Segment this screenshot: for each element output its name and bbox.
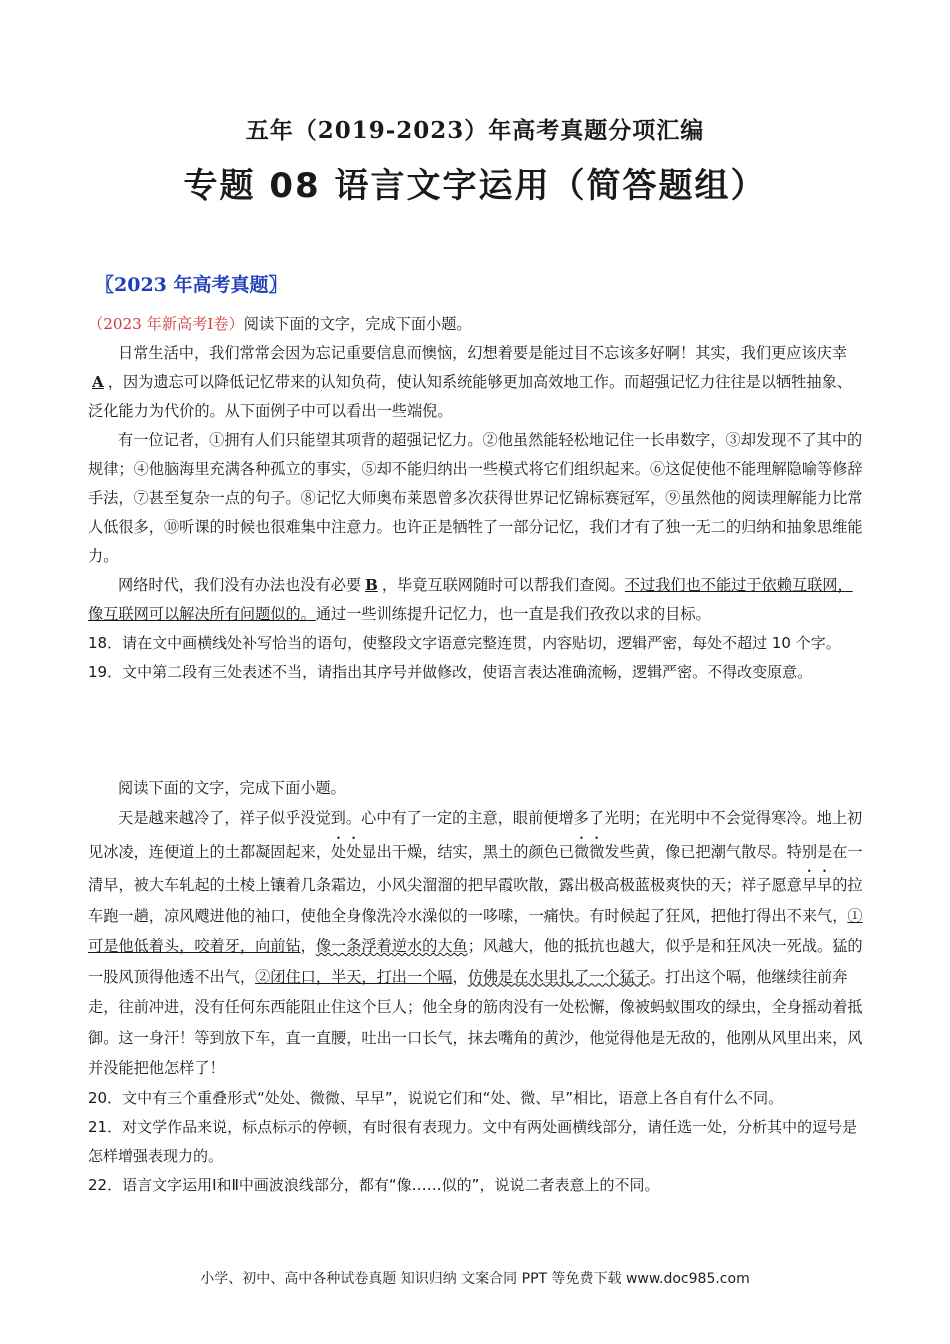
paragraph-3 (88, 571, 866, 629)
question-22: 22．语言文字运用Ⅰ和Ⅱ中画波浪线部分，都有“像……似的”，说说二者表意上的不同。 (88, 1175, 660, 1194)
paragraph-text: 网络时代，我们没有办法也没有必要 (118, 576, 361, 594)
blank-a: A (92, 373, 104, 391)
topic-title: 专题 08 语言文字运用（简答题组） (183, 166, 767, 206)
paragraph-text: 通过一些训练提升记忆力，也一直是我们孜孜以求的目标。 (315, 605, 711, 623)
paragraph-text: 。打出这个嗝，他继续往前奔走，往前冲进，没有任何东西能阻止住这个巨人；他全身的筋肉没有一处松懈，像被蚂蚁围攻的绿虫，全身摇动着抵御。这一身汗！等到放下车，直一直腰，吐出一口长气，抹去嘴角的黄沙，他觉得他是无敌的，他刚从风里出来，风并没能把他怎样了！ (88, 967, 863, 1077)
collection-title: 五年（2019-2023）年高考真题分项汇编 (245, 117, 705, 144)
passage-1-intro (88, 310, 866, 339)
section-heading-2023: 〖2023 年高考真题〗 (95, 274, 288, 296)
exam-source: （2023 年新高考Ⅰ卷） (88, 315, 244, 333)
wavy-line-2: 仿佛是在水里扎了一个猛子 (467, 967, 650, 986)
underlined-sentence: 不过我们也不能过于依赖互联网，像互联网可以解决所有问题似的。 (88, 576, 853, 623)
paragraph-text: 天是越来越冷了，祥子似乎没觉到。心中有了一定的主意，眼前便增多了光明；在光明中不会觉得寒冷。地上初见冰凌，连便道上的土都凝固起来， (88, 809, 863, 861)
paragraph-1 (88, 339, 866, 426)
underline-1: ①可是他低着头，咬着牙，向前钻 (88, 906, 863, 955)
paragraph-text: ， (300, 937, 316, 955)
passage-2-intro: 阅读下面的文字，完成下面小题。 (118, 779, 346, 797)
page-footer: 小学、初中、高中各种试卷真题 知识归纳 文案合同 PPT 等免费下载 www.doc985.com (200, 1271, 750, 1287)
paragraph-text: ， (452, 967, 468, 986)
blank-b: B (365, 576, 378, 594)
paragraph-text: 日常生活中，我们常常会因为忘记重要信息而懊恼，幻想着要是能过目不忘该多好啊！其实，我们更应该庆幸 (118, 344, 847, 362)
question-20: 20．文中有三个重叠形式“处处、微微、早早”，说说它们和“处、微、早”相比，语意上各自有什么不同。 (88, 1088, 784, 1107)
paragraph-text: ；风越大，他的抵抗也越大，似乎是和狂风决一死战。猛的一股风顶得他透不出气， (88, 937, 863, 986)
paragraph-text: ，因为遗忘可以降低记忆带来的认知负荷，使认知系统能够更加高效地工作。而超强记忆力往往是以牺牲抽象、泛化能力为代价的。从下面例子中可以看出一些端倪。 (88, 373, 852, 420)
question-18: 18．请在文中画横线处补写恰当的语句，使整段文字语意完整连贯，内容贴切，逻辑严密，每处不超过 10 个字。 (88, 634, 841, 652)
paragraph-text: 显出干燥，结实，黑土的颜色已 (361, 842, 574, 861)
paragraph-text: ，毕竟互联网随时可以帮我们查阅。 (381, 576, 625, 594)
emphasis-weiwei: 微微 (574, 842, 605, 861)
paragraph-text: 的拉车跑一趟，凉风飕进他的袖口，使他全身像洗冷水澡似的一哆嗦，一痛快。有时候起了狂风，把他打得出不来气， (88, 876, 863, 925)
passage-2-text (88, 803, 866, 1084)
passage-2 (88, 774, 866, 1200)
paragraph-text: 发些黄，像已把潮气散尽。特别是在一清早，被大车轧起的土棱上镶着几条霜边，小风尖溜溜的把早霞吹散，露出极高极蓝极爽快的天；祥子愿意 (88, 842, 863, 894)
underline-2: ②闭住口，半天，打出一个嗝 (255, 967, 453, 986)
intro-text: 阅读下面的文字，完成下面小题。 (243, 315, 472, 333)
passage-1 (88, 310, 866, 687)
emphasis-zaozao: 早早 (801, 876, 833, 894)
emphasis-chuchu: 处处 (331, 842, 362, 861)
question-21: 21．对文学作品来说，标点标示的停顿，有时很有表现力。文中有两处画横线部分，请任选一处，分析其中的逗号是怎样增强表现力的。 (88, 1117, 858, 1165)
paragraph-2: 有一位记者，①拥有人们只能望其项背的超强记忆力。②他虽然能轻松地记住一长串数字，③却发现不了其中的规律；④他脑海里充满各种孤立的事实，⑤却不能归纳出一些模式将它们组织起来。⑥这促使他不能理解隐喻等修辞手法，⑦甚至复杂一点的句子。⑧记忆大师奥布莱恩曾多次获得世界记忆锦标赛冠军，⑨虽然他的阅读理解能力比常人低很多，⑩听课的时候也很难集中注意力。也许正是牺牲了一部分记忆，我们才有了独一无二的归纳和抽象思维能力。 (88, 431, 863, 565)
wavy-line-1: 像一条浮着逆水的大鱼 (315, 937, 468, 955)
question-19: 19．文中第二段有三处表述不当，请指出其序号并做修改，使语言表达准确流畅，逻辑严密。不得改变原意。 (88, 663, 813, 681)
